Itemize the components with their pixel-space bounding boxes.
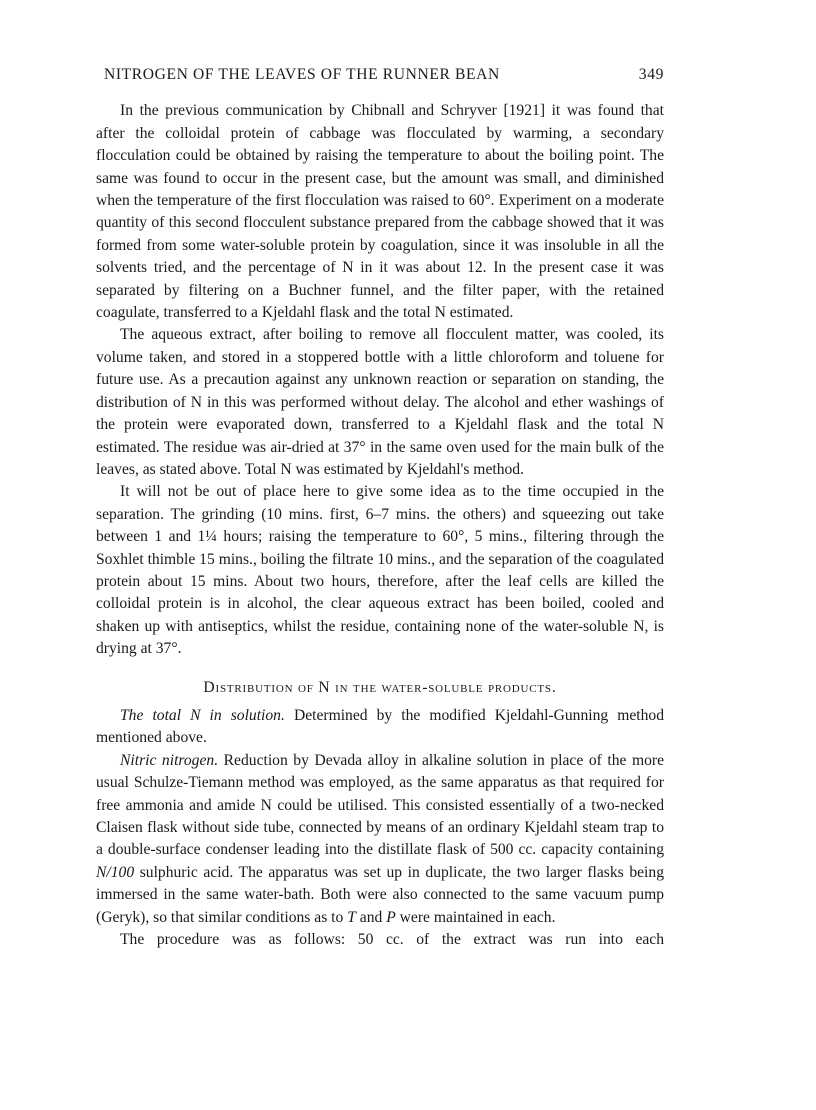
running-header bbox=[96, 64, 664, 86]
nitric-text-c: and bbox=[355, 908, 387, 926]
paragraph-nitric-nitrogen bbox=[96, 750, 664, 929]
paragraph-total-n bbox=[96, 705, 664, 750]
paragraph-time-occupied: It will not be out of place here to give some idea as to the time occupied in the separation. The grinding (10 mins. first, 6–7 mins. the others) and squeezing out take between 1 and 1¼ hours; raising the temperature to 60°, 5 mins., filtering through the Soxhlet thimble 15 mins., boiling the filtrate 10 mins., and the separation of the coagulated protein about 15 mins. About two hours, therefore, after the leaf cells are killed the colloidal protein is in alcohol, the clear aqueous extract has been boiled, cooled and shaken up with antiseptics, whilst the residue, containing none of the water-soluble N, is drying at 37°. bbox=[96, 483, 664, 658]
paragraph-procedure: The procedure was as follows: 50 cc. of the extract was run into each bbox=[120, 931, 664, 949]
nitric-text-a: Reduction by Devada alloy in alkaline solution in place of the more usual Schulze-Tiemann method was employed, as the same apparatus as that required for free ammonia and amide N could be utilised. This consisted essentially of a two-necked Claisen flask without side tube, connected by means of an ordinary Kjeldahl steam trap to a double-surface condenser leading into the distillate flask of 500 cc. capacity containing bbox=[96, 751, 664, 859]
normality-value: N/100 bbox=[96, 863, 135, 881]
paragraph-secondary-flocculation: In the previous communication by Chibnall and Schryver [1921] it was found that after the colloidal protein of cabbage was flocculated by warming, a secondary flocculation could be obtained by raising the temperature to about the boiling point. The same was found to occur in the present case, but the amount was small, and diminished when the temperature of the first flocculation was raised to 60°. Experiment on a moderate quantity of this second flocculent substance prepared from the cabbage showed that it was formed from some water-soluble protein by coagulation, since it was insoluble in all the solvents tried, and the percentage of N in it was about 12. In the present case it was separated by filtering on a Buchner funnel, and the filter paper, with the retained coagulate, transferred to a Kjeldahl flask and the total N estimated. bbox=[96, 102, 664, 322]
total-n-text: Determined by the modified Kjeldahl-Gunning method mentioned above. bbox=[96, 706, 664, 747]
total-n-lead: The total N in solution. bbox=[120, 706, 285, 724]
section-heading: Distribution of N in the water-soluble products. bbox=[203, 678, 557, 696]
temperature-symbol: T bbox=[347, 908, 356, 926]
document-page bbox=[96, 64, 664, 951]
nitric-text-b: sulphuric acid. The apparatus was set up in duplicate, the two larger flasks being immersed in the same water-bath. Both were also connected to the same vacuum pump (Geryk), so that similar conditions as to bbox=[96, 863, 664, 926]
page-number: 349 bbox=[638, 66, 664, 83]
nitric-text-d: were maintained in each. bbox=[395, 908, 556, 926]
nitric-lead: Nitric nitrogen. bbox=[120, 751, 219, 769]
pressure-symbol: P bbox=[386, 908, 396, 926]
running-title: NITROGEN OF THE LEAVES OF THE RUNNER BEAN bbox=[104, 66, 500, 83]
paragraph-aqueous-extract: The aqueous extract, after boiling to remove all flocculent matter, was cooled, its volume taken, and stored in a stoppered bottle with a little chloroform and toluene for future use. As a precaution against any unknown reaction or separation on standing, the distribution of N in this was performed without delay. The alcohol and ether washings of the protein were evaporated down, transferred to a Kjeldahl flask and the total N estimated. The residue was air-dried at 37° in the same oven used for the main bulk of the leaves, as stated above. Total N was estimated by Kjeldahl's method. bbox=[96, 326, 664, 478]
